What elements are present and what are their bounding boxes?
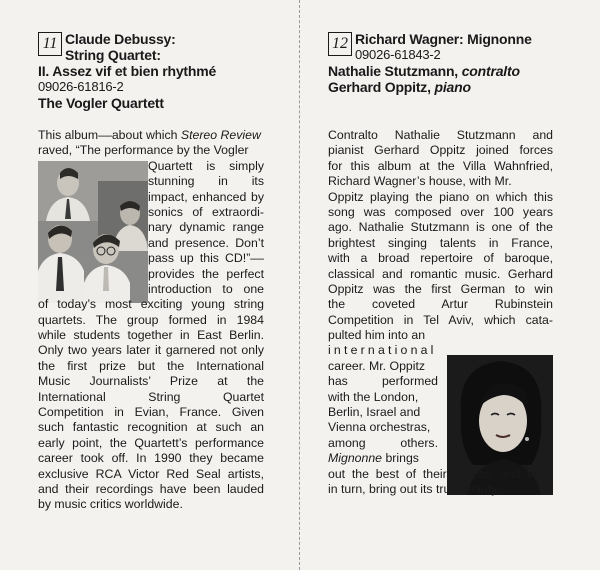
body-line: pass up this CD!”–– — [148, 251, 264, 266]
body-line: with the London, — [328, 389, 419, 404]
performer-line: Gerhard Oppitz, piano — [328, 79, 471, 95]
body-line: raved, “The performance by the Vogler — [38, 143, 249, 158]
body-line: Music Journalists’ Prize at the — [38, 374, 264, 389]
body-line: pulted him into an — [328, 328, 426, 343]
movement-title: II. Assez vif et bien rhythmé — [38, 63, 217, 79]
body-line: with a broad repertoire of baroque, — [328, 251, 553, 266]
body-line: in turn, bring out its true beauty. — [328, 481, 501, 496]
body-line: Only two years later it garnered not only — [38, 343, 264, 358]
body-line: out the best of their talents, and they, — [328, 466, 553, 481]
track-number-badge: 12 — [328, 32, 352, 56]
body-line: Mignonne brings — [328, 451, 419, 466]
body-line: ago. Nathalie Stutzmann is one of the — [328, 220, 553, 235]
right-body-text — [328, 128, 553, 497]
performer-line: Nathalie Stutzmann, contralto — [328, 63, 520, 79]
body-line: Oppitz was the first German to win — [328, 281, 553, 296]
body-line: International String Quartet — [38, 389, 264, 404]
body-line: Competition in Tel Aviv, which cata- — [328, 312, 553, 327]
body-line: for this album at the Villa Wahnfried, — [328, 158, 553, 173]
track-title — [65, 31, 176, 63]
composer-title: Claude Debussy: — [65, 31, 176, 47]
body-line: classical and romantic music. Gerhard — [328, 266, 553, 281]
body-line: Richard Wagner’s house, with Mr. — [328, 174, 512, 189]
body-line: provides the perfect — [148, 266, 264, 281]
left-body-text — [38, 128, 264, 513]
work-title: String Quartet: — [65, 47, 161, 63]
body-line: impact, enhanced by — [148, 189, 264, 204]
body-line: sonics of extraordi- — [148, 204, 264, 219]
body-line: Oppitz playing the piano on which this — [328, 189, 553, 204]
body-line: the first prize but the International — [38, 358, 264, 373]
body-line: This album––about which Stereo Review — [38, 128, 261, 142]
body-line: Contralto Nathalie Stutzmann and — [328, 128, 553, 142]
catalog-number: 09026-61843-2 — [355, 47, 441, 62]
track-number-badge: 11 — [38, 32, 62, 56]
body-line: while students together in East Berlin. — [38, 328, 264, 343]
magazine-title: Stereo Review — [180, 128, 261, 142]
body-line: exclusive RCA Victor Red Seal artists, — [38, 466, 264, 481]
body-line: early point, the Quartett’s performance — [38, 435, 264, 450]
body-line: has performed — [328, 374, 438, 389]
body-line: by music critics worldwide. — [38, 497, 183, 512]
body-line: career. Mr. Oppitz — [328, 358, 426, 373]
body-line: of today’s most exciting young string — [38, 297, 264, 312]
body-line: pianist Gerhard Oppitz joined forces — [328, 143, 553, 158]
body-line: Berlin, Israel and — [328, 405, 421, 420]
composer-title: Richard Wagner: Mignonne — [355, 31, 532, 47]
body-line: career took off. In 1990 they became — [38, 451, 264, 466]
body-line: Quartett is simply — [148, 158, 264, 173]
body-line: and presence. Don’t — [148, 235, 264, 250]
track-title — [355, 31, 532, 63]
performers — [328, 63, 520, 95]
performer-name: The Vogler Quartett — [38, 95, 164, 111]
song-title: Mignonne — [328, 451, 383, 466]
body-line: international — [328, 343, 437, 358]
body-line: and their recordings have been lauded — [38, 481, 264, 496]
body-line: among others. — [328, 435, 438, 450]
body-line: song was composed over 100 years — [328, 204, 553, 219]
body-line: stunning in its — [148, 174, 264, 189]
body-line: quartets. The group formed in 1984 — [38, 312, 264, 327]
body-line: introduction to one — [148, 281, 264, 296]
track-details — [38, 63, 216, 111]
catalog-number: 09026-61816-2 — [38, 79, 124, 94]
body-line: the coveted Artur Rubinstein — [328, 297, 553, 312]
body-line: such fantastic recognition at such an — [38, 420, 264, 435]
body-line: brightest singing talents in France, — [328, 235, 553, 250]
body-line: Competition in Evian, France. Given — [38, 405, 264, 420]
body-line: Vienna orchestras, — [328, 420, 431, 435]
body-line: nary dynamic range — [148, 220, 264, 235]
column-divider — [299, 0, 300, 570]
